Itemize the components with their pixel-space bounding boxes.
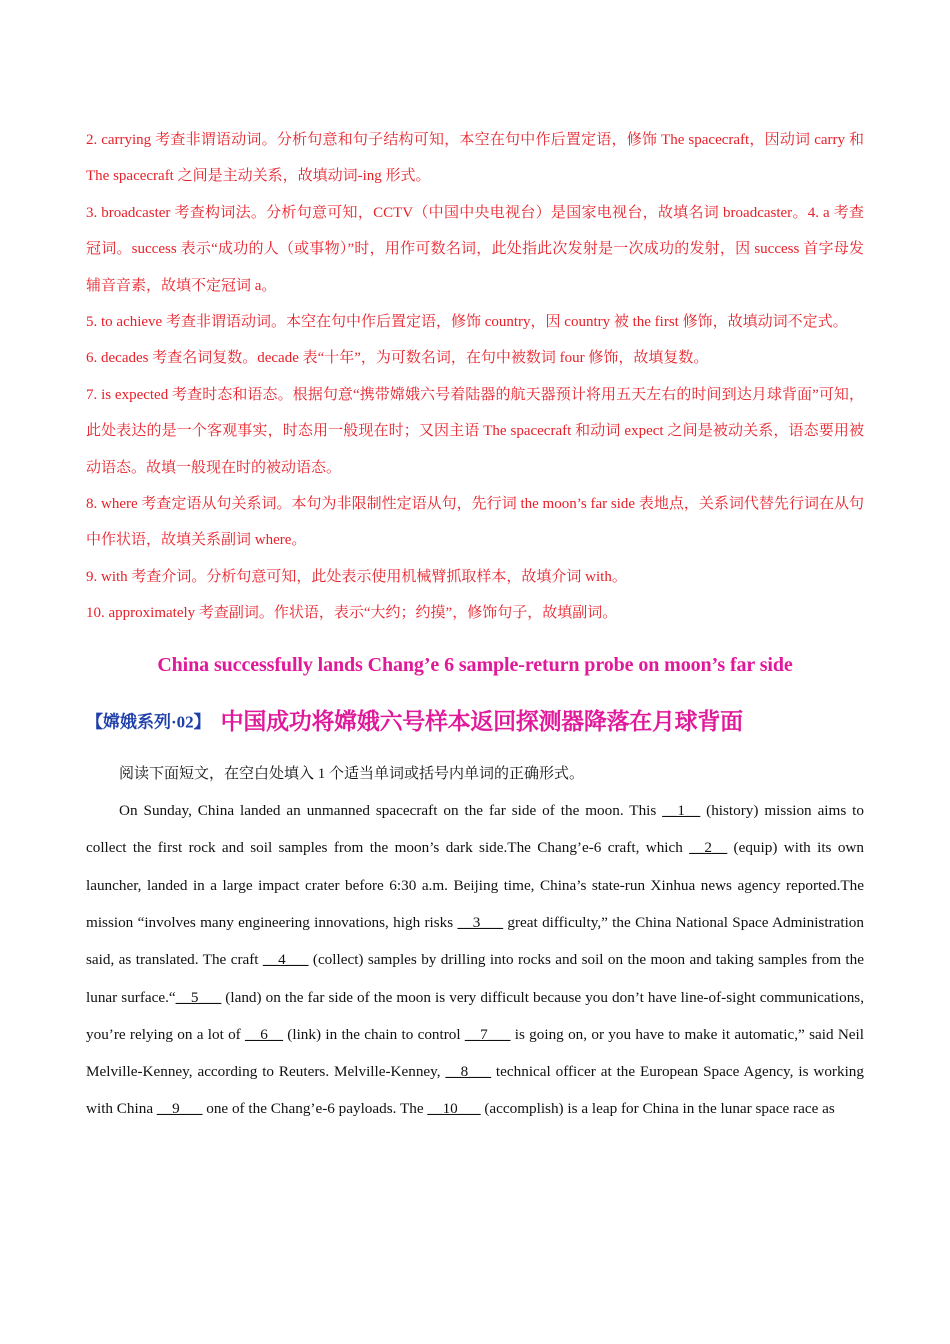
answer-item: 5. to achieve 考查非谓语动词。本空在句中作后置定语，修饰 country，因 country 被 the first 修饰，故填动词不定式。 [86,314,848,331]
blank-5: __5___ [175,988,222,1006]
chinese-title-line [86,702,864,742]
answer-item: 6. decades 考查名词复数。decade 表“十年”，为可数名词，在句中被数词 four 修饰，故填复数。 [86,350,709,367]
blank-8: __8___ [445,1063,492,1081]
series-tag: 【嫦娥系列·02】 [86,712,211,732]
answer-item: 2. carrying 考查非谓语动词。分析句意和句子结构可知，本空在句中作后置定语，修饰 The spacecraft，因动词 carry 和 The spacecraft 之间是主动关系，故填动词-ing 形式。 [86,132,864,185]
blank-3: __3___ [457,913,504,931]
passage-text: great difficulty,” the China National Space Administration said, as translated. The craft [86,913,864,969]
answer-item: 3. broadcaster 考查构词法。分析句意可知，CCTV（中国中央电视台）是国家电视台，故填名词 broadcaster。4. a 考查冠词。success 表示“成功的人（或事物）”时，用作可数名词，此处指此次发射是一次成功的发射，因 success 首字母发辅音音素，故填不定冠词 a。 [86,204,864,294]
passage-text: (history) mission aims to collect the first rock and soil samples from the moon’s dark side.The Chang’e-6 craft, which [86,802,864,857]
blank-6: __6__ [245,1025,284,1043]
passage-text: technical officer at the European Space Agency, is working with China [86,1063,864,1118]
answer-key [86,122,864,632]
blank-4: __4___ [262,951,309,969]
instruction: 阅读下面短文，在空白处填入 1 个适当单词或括号内单词的正确形式。 [119,766,585,783]
passage-text: one of the Chang’e-6 payloads. The [202,1100,428,1118]
blank-9: __9___ [156,1100,203,1118]
answer-item: 8. where 考查定语从句关系词。本句为非限制性定语从句，先行词 the moon’s far side 表地点，关系词代替先行词在从句中作状语，故填关系副词 where。 [86,496,864,549]
passage-text: (accomplish) is a leap for China in the lunar space race as [480,1100,835,1118]
answer-item: 10. approximately 考查副词。作状语，表示“大约；约摸”，修饰句子，故填副词。 [86,605,618,622]
chinese-title: 中国成功将嫦娥六号样本返回探测器降落在月球背面 [220,709,743,736]
english-title: China successfully lands Chang’e 6 sample-return probe on moon’s far side [157,653,793,676]
blank-1: __1__ [662,802,701,820]
passage-text: is going on, or you have to make it automatic,” said Neil Melville-Kenney, according to Reuters. Melville-Kenney, [86,1025,864,1081]
passage-text: (link) in the chain to control [283,1025,465,1043]
blank-7: __7___ [464,1025,511,1043]
passage-text: (collect) samples by drilling into rocks and soil on the moon and taking samples from the lunar surface.“ [86,951,864,1006]
blank-2: __2__ [689,839,728,857]
blank-10: __10___ [427,1100,481,1118]
passage-text: (land) on the far side of the moon is very difficult because you don’t have line-of-sight communications, you’re relying on a lot of [86,988,864,1043]
passage [86,792,864,1128]
answer-item: 9. with 考查介词。分析句意可知，此处表示使用机械臂抓取样本，故填介词 with。 [86,568,627,585]
passage-text: (equip) with its own launcher, landed in a large impact crater before 6:30 a.m. Beijing time, China’s state-run Xinhua news agency reported.The mission “involves many engineering innovations, high risks [86,839,864,931]
document-page [86,122,864,1128]
answer-item: 7. is expected 考查时态和语态。根据句意“携带嫦娥六号着陆器的航天器预计将用五天左右的时间到达月球背面”可知，此处表达的是一个客观事实，时态用一般现在时；又因主语 The spacecraft 和动词 expect 之间是被动关系，语态要用被动语态。故填一般现在时的被动语态。 [86,386,864,476]
passage-text: On Sunday, China landed an unmanned spacecraft on the far side of the moon. This [119,802,663,820]
